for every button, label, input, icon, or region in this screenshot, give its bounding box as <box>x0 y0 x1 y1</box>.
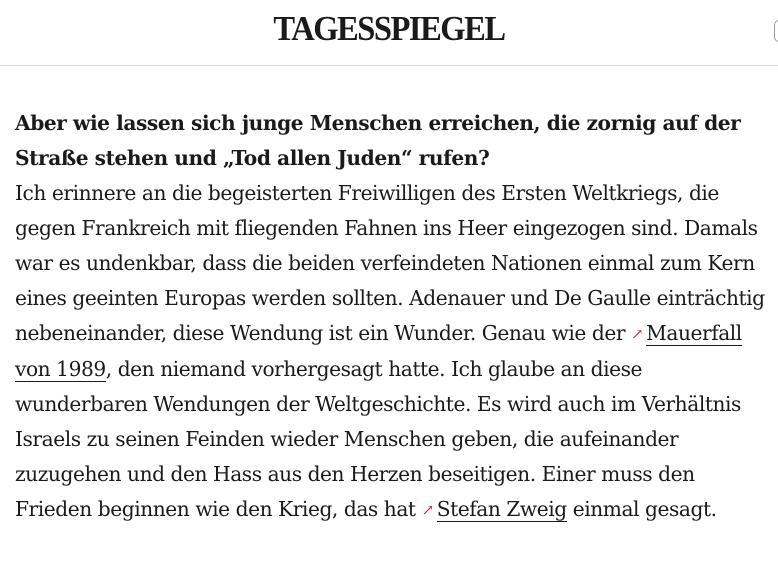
link-mauerfall[interactable]: Mauerfall von 1989 <box>15 321 742 381</box>
interview-answer <box>15 176 776 528</box>
answer-text-1: Ich erinnere an die begeisterten Freiwilligen des Ersten Weltkriegs, die gegen Frankreich mit fliegenden Fahnen ins Heer eingezogen sind. Damals war es undenkbar, dass die beiden verfeindeten Nationen einmal zum Kern eines geeinten Europas werden sollten. Adenauer und De Gaulle einträchtig nebeneinander, diese Wendung ist ein Wunder. Genau wie der <box>15 181 765 345</box>
article-body <box>15 106 776 528</box>
answer-text-2: , den niemand vorhergesagt hatte. Ich glaube an diese wunderbaren Wendungen der Weltgeschichte. Es wird auch im Verhältnis Israels zu seinen Feinden wieder Menschen geben, die aufeinander zuzugehen und den Hass aus den Herzen beseitigen. Einer muss den Frieden beginnen wie den Krieg, das hat <box>15 357 741 521</box>
scrollbar-handle[interactable] <box>774 20 778 42</box>
external-arrow-icon: ↗ <box>421 501 434 519</box>
site-header <box>0 0 778 66</box>
answer-text-3: einmal gesagt. <box>566 497 717 521</box>
interview-question: Aber wie lassen sich junge Menschen erreichen, die zornig auf der Straße stehen und „Tod allen Juden“ rufen? <box>15 111 741 170</box>
external-arrow-icon: ↗ <box>631 325 644 343</box>
tagesspiegel-logo[interactable]: TAGESSPIEGEL <box>273 9 505 48</box>
link-stefan-zweig[interactable]: Stefan Zweig <box>436 497 567 521</box>
